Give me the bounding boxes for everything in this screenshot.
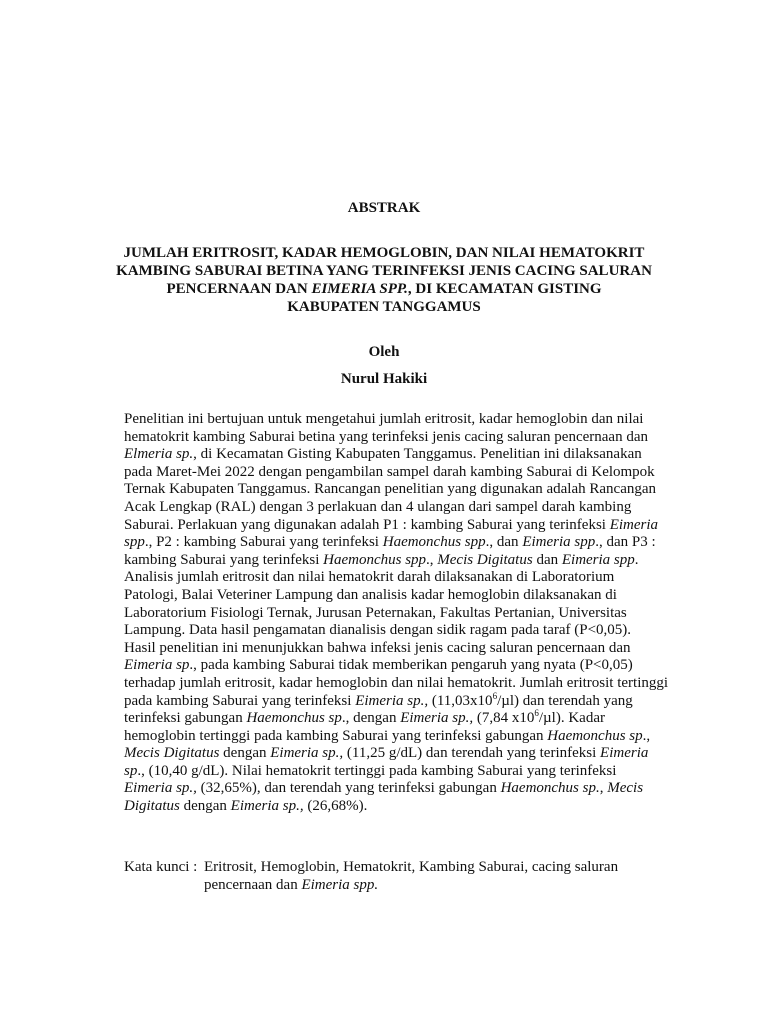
text-run: ., P2 : kambing Saburai yang terinfeksi (144, 534, 383, 551)
abstract-line (124, 710, 654, 728)
text-run: pencernaan dan (204, 876, 302, 893)
text-run: Eritrosit, Hemoglobin, Hematokrit, Kambing Saburai, cacing saluran (204, 859, 619, 875)
text-run: hemoglobin tertinggi pada kambing Saburai yang terinfeksi gabungan (124, 727, 548, 744)
italic-species-name: Haemonchus spp (382, 534, 486, 551)
text-run: dengan (219, 745, 271, 762)
text-run: Penelitian ini bertujuan untuk mengetahui jumlah eritrosit, kadar hemoglobin dan nilai (124, 411, 644, 427)
text-run: Saburai. Perlakuan yang digunakan adalah P1 : kambing Saburai yang terinfeksi (124, 516, 610, 533)
abstract-line (124, 798, 654, 816)
abstract-heading: ABSTRAK (347, 200, 421, 216)
title-line: KAMBING SABURAI BETINA YANG TERINFEKSI JENIS CACING SALURAN (116, 263, 652, 279)
italic-species-name: Eimeria sp., (270, 745, 344, 762)
italic-species-name: Eimeria (609, 516, 659, 533)
abstract-line (124, 657, 654, 675)
text-run: , (599, 780, 608, 797)
text-run: dengan (179, 798, 231, 815)
abstract-line (124, 534, 654, 552)
text-run: Ternak Kabupaten Tanggamus. Rancangan penelitian yang digunakan adalah Rancangan (124, 481, 657, 498)
abstract-line (124, 411, 654, 429)
italic-species-name: Haemonchus sp (547, 727, 643, 744)
text-run: (11,03x10 (428, 692, 493, 709)
text-run: ., (642, 727, 651, 744)
italic-species-name: Mecis (607, 780, 644, 797)
italic-species-name: spp (124, 534, 145, 551)
text-run: ., (426, 551, 438, 568)
abstract-line (124, 674, 669, 693)
abstract-line (124, 780, 654, 798)
text-run: . (634, 551, 639, 568)
abstract-line (124, 481, 657, 499)
by-label: Oleh (368, 344, 400, 360)
thesis-title (0, 244, 768, 316)
text-run: (11,25 g/dL) dan terendah yang terinfeksi (343, 745, 601, 762)
italic-species-name: Haemonchus spp (323, 551, 427, 568)
author-name: Nurul Hakiki (340, 371, 428, 387)
text-run: PENCERNAAN DAN (166, 281, 312, 297)
italic-species-name: Eimeria spp. (301, 876, 379, 893)
keywords-row-2 (124, 877, 664, 895)
text-run: ., dan (485, 534, 523, 551)
abstract-line (124, 640, 654, 658)
keywords-text (204, 859, 618, 875)
italic-species-name: Elmeria sp. (124, 446, 194, 463)
italic-species-name: Mecis Digitatus (437, 551, 533, 568)
text-run: terinfeksi gabungan (124, 710, 247, 727)
abstract-line (124, 446, 654, 464)
italic-species-name: sp (124, 762, 138, 779)
text-run: Patologi, Balai Veteriner Lampung dan analisis kadar hemoglobin dilaksanakan di (124, 586, 617, 603)
italic-species-name: Eimeria (600, 745, 649, 762)
abstract-line (124, 429, 654, 447)
abstract-line (124, 569, 654, 587)
text-run: Analisis jumlah eritrosit dan nilai hematokrit darah dilaksanakan di Laboratorium (124, 569, 615, 586)
text-run: Hasil penelitian ini menunjukkan bahwa infeksi jenis cacing saluran pencernaan dan (124, 639, 631, 656)
abstract-line (124, 464, 654, 482)
text-run: , DI KECAMATAN GISTING (407, 281, 602, 297)
text-run: hematokrit kambing Saburai betina yang terinfeksi jenis cacing saluran pencernaan dan (124, 428, 648, 445)
abstract-body (124, 411, 669, 816)
abstract-line (124, 605, 654, 623)
text-run: pada Maret-Mei 2022 dengan pengambilan sampel darah kambing Saburai di Kelompok (124, 463, 655, 480)
text-run: , di Kecamatan Gisting Kabupaten Tanggamus. Penelitian ini dilaksanakan (193, 446, 642, 463)
italic-species-name: Mecis Digitatus (124, 745, 220, 762)
abstract-line (124, 516, 659, 535)
title-line: KABUPATEN TANGGAMUS (287, 299, 481, 315)
text-run: (32,65%), dan terendah yang terinfeksi gabungan (196, 780, 501, 797)
abstract-line (124, 499, 654, 517)
superscript-exponent: 6 (534, 708, 539, 719)
italic-species-name: Eimeria sp., (230, 798, 304, 815)
italic-species-name: Haemonchus sp (246, 710, 342, 727)
italic-species-name: Eimeria spp (522, 534, 596, 551)
abstract-line (124, 763, 654, 781)
italic-species-name: Eimeria sp., (400, 710, 474, 727)
italic-species-name: Haemonchus sp. (500, 780, 600, 797)
keywords-row-1 (124, 859, 664, 877)
italic-species-name: Digitatus (124, 798, 180, 815)
italic-species-name: Eimeria sp (124, 657, 190, 674)
text-run: ., (10,40 g/dL). Nilai hematokrit tertinggi pada kambing Saburai yang terinfeksi (137, 762, 617, 779)
text-run: /µl) dan terendah yang (497, 692, 633, 709)
italic-species-name: EIMERIA SPP. (311, 281, 408, 297)
text-run: ., dan P3 : (595, 534, 656, 551)
italic-species-name: Eimeria sp., (124, 780, 197, 797)
text-run: /µl). Kadar (538, 710, 605, 727)
title-line (0, 280, 768, 298)
title-line: JUMLAH ERITROSIT, KADAR HEMOGLOBIN, DAN NILAI HEMATOKRIT (123, 245, 645, 261)
text-run: pada kambing Saburai yang terinfeksi (124, 692, 356, 709)
abstract-line (124, 552, 654, 570)
abstract-line (124, 622, 654, 640)
text-run: kambing Saburai yang terinfeksi (124, 551, 324, 568)
keywords-text-continued (204, 877, 378, 893)
text-run: (26,68%). (303, 798, 368, 815)
text-run: Laboratorium Fisiologi Ternak, Jurusan Peternakan, Fakultas Pertanian, Universitas (124, 604, 627, 621)
text-run: ., dengan (341, 710, 401, 727)
text-run: Acak Lengkap (RAL) dengan 3 perlakuan dan 4 ulangan dari sampel darah kambing (124, 498, 632, 515)
keywords-section (124, 859, 664, 894)
abstract-line (124, 728, 654, 746)
text-run: Lampung. Data hasil pengamatan dianalisis dengan sidik ragam pada taraf (P<0,05). (124, 622, 632, 639)
abstract-line (124, 690, 654, 711)
text-run: ., pada kambing Saburai tidak memberikan pengaruh yang nyata (P<0,05) (189, 657, 633, 674)
superscript-exponent: 6 (492, 690, 498, 701)
keywords-label: Kata kunci : (124, 859, 198, 875)
italic-species-name: Eimeria spp (561, 551, 635, 568)
text-run: terhadap jumlah eritrosit, kadar hemoglobin dan nilai hematokrit. Jumlah eritrosit tertinggi (124, 674, 669, 691)
abstract-line (124, 587, 654, 605)
text-run: (7,84 x10 (473, 710, 535, 727)
text-run: dan (532, 551, 562, 568)
abstract-line (124, 745, 654, 763)
italic-species-name: Eimeria sp., (355, 692, 429, 709)
